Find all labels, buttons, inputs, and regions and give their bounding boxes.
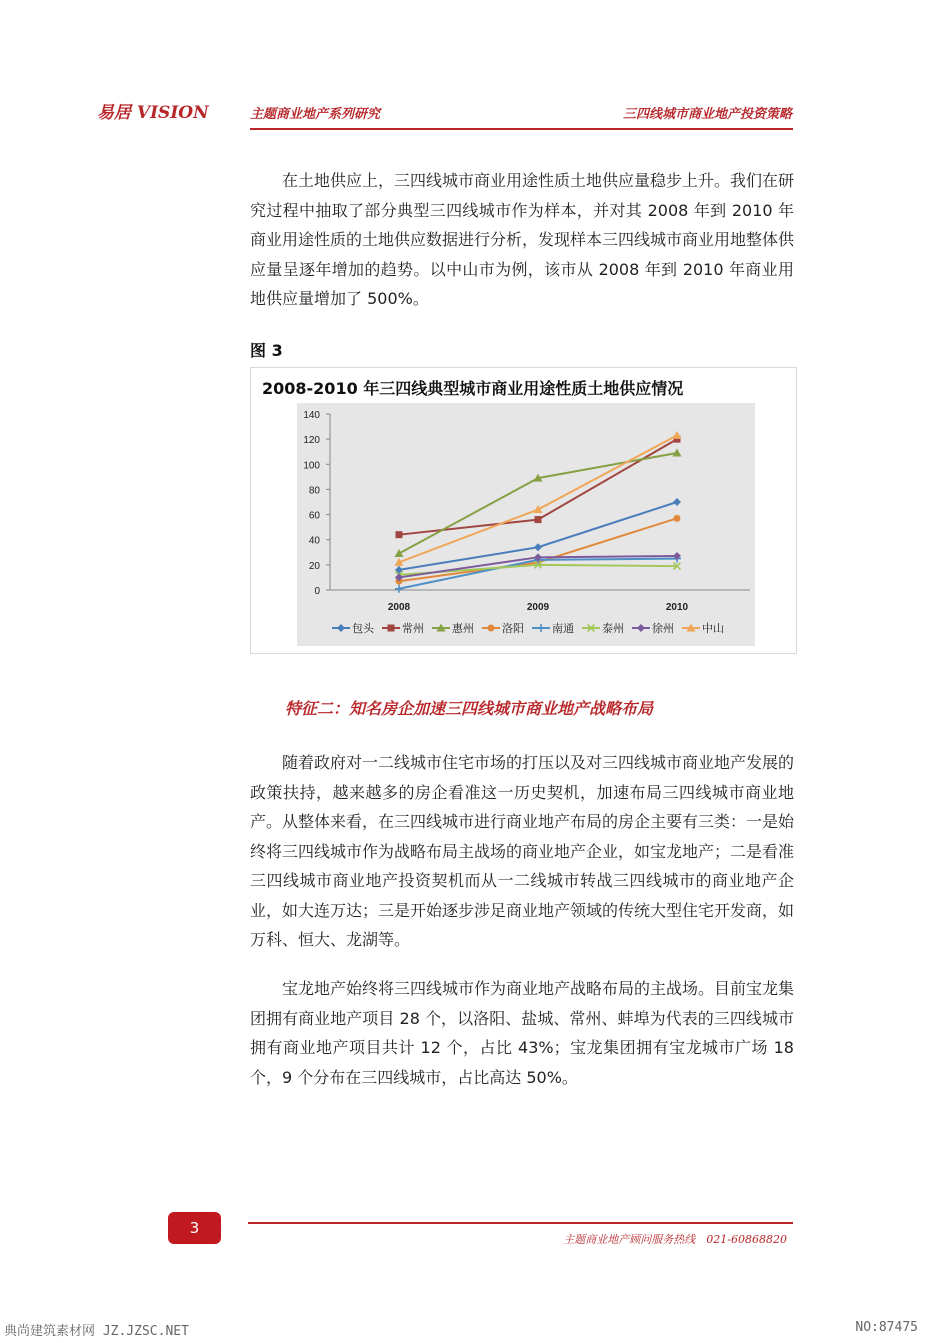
legend-label: 常州: [402, 622, 424, 635]
data-point: [537, 624, 545, 632]
section-title: 特征二：知名房企加速三四线城市商业地产战略布局: [285, 699, 654, 718]
data-point: [395, 585, 403, 593]
legend-label: 惠州: [452, 622, 474, 635]
report-title: 三四线城市商业地产投资策略: [622, 107, 792, 122]
paragraph-powerlong: 宝龙地产始终将三四线城市作为商业地产战略布局的主战场。目前宝龙集团拥有商业地产项目 28 个，以洛阳、盐城、常州、蚌埠为代表的三四线城市拥有商业地产项目共计 12 个，占比 43%；宝龙集团拥有宝龙城市广场 18 个，9 个分布在三四线城市，占比高达 50%。: [250, 979, 795, 1087]
legend-label: 徐州: [652, 622, 674, 635]
y-tick-label: 120: [303, 435, 320, 447]
x-tick-label: 2010: [665, 602, 689, 613]
data-point: [674, 515, 681, 522]
data-point: [395, 549, 404, 557]
legend-label: 洛阳: [502, 622, 524, 635]
data-point: [534, 505, 543, 513]
series-line: [399, 453, 677, 554]
legend-label: 中山: [702, 622, 724, 635]
data-point: [673, 448, 682, 456]
legend-label: 南通: [552, 622, 574, 635]
legend-label: 泰州: [602, 622, 624, 635]
service-hotline: 主题商业地产顾问服务热线 021-60868820: [563, 1233, 787, 1246]
x-tick-label: 2008: [387, 602, 411, 613]
y-tick-label: 80: [308, 485, 320, 497]
y-tick-label: 60: [308, 510, 320, 522]
page-number: 3: [168, 1212, 221, 1244]
y-tick-label: 140: [303, 410, 320, 421]
data-point: [388, 625, 395, 632]
y-tick-label: 0: [314, 586, 320, 597]
data-point: [337, 624, 345, 632]
paragraph-developer-trend: 随着政府对一二线城市住宅市场的打压以及对三四线城市商业地产发展的政策扶持，越来越多的房企看准这一历史契机，加速布局三四线城市商业地产。从整体来看，在三四线城市进行商业地产布局的房企主要有三类：一是始终将三四线城市作为战略布局主战场的商业地产企业，如宝龙地产；二是看准三四线城市商业地产投资契机而从一二线城市转战三四线城市的商业地产企业，如大连万达；三是开始逐步涉足商业地产领域的传统大型住宅开发商，如万科、恒大、龙湖等。: [250, 753, 795, 949]
figure-label: 图 3: [250, 341, 283, 360]
site-watermark: 典尚建筑素材网 JZ.JZSC.NET: [4, 1324, 189, 1339]
data-point: [488, 625, 495, 632]
series-title: 主题商业地产系列研究: [250, 107, 381, 122]
data-point: [673, 431, 682, 439]
chart-title: 2008-2010 年三四线典型城市商业用途性质土地供应情况: [262, 379, 684, 398]
data-point: [534, 543, 542, 551]
footer-divider: [248, 1222, 793, 1224]
data-point: [673, 498, 681, 506]
brand-logo: 易居 VISION: [97, 103, 209, 123]
data-point: [535, 516, 542, 523]
x-tick-label: 2009: [526, 602, 550, 613]
y-tick-label: 100: [303, 460, 320, 472]
y-tick-label: 20: [308, 560, 320, 572]
data-point: [396, 531, 403, 538]
image-number: NO:87475: [855, 1320, 918, 1335]
series-line: [399, 565, 677, 575]
paragraph-land-supply: 在土地供应上，三四线城市商业用途性质土地供应量稳步上升。我们在研究过程中抽取了部分典型三四线城市作为样本，并对其 2008 年到 2010 年商业用途性质的土地供应数据进行分析，发现样本三四线城市商业用地整体供应量呈逐年增加的趋势。以中山市为例，该市从 2008 年到 2010 年商业用地供应量增加了 500%。: [250, 171, 795, 308]
data-point: [637, 624, 645, 632]
y-tick-label: 40: [308, 535, 320, 547]
legend-label: 包头: [352, 622, 374, 635]
